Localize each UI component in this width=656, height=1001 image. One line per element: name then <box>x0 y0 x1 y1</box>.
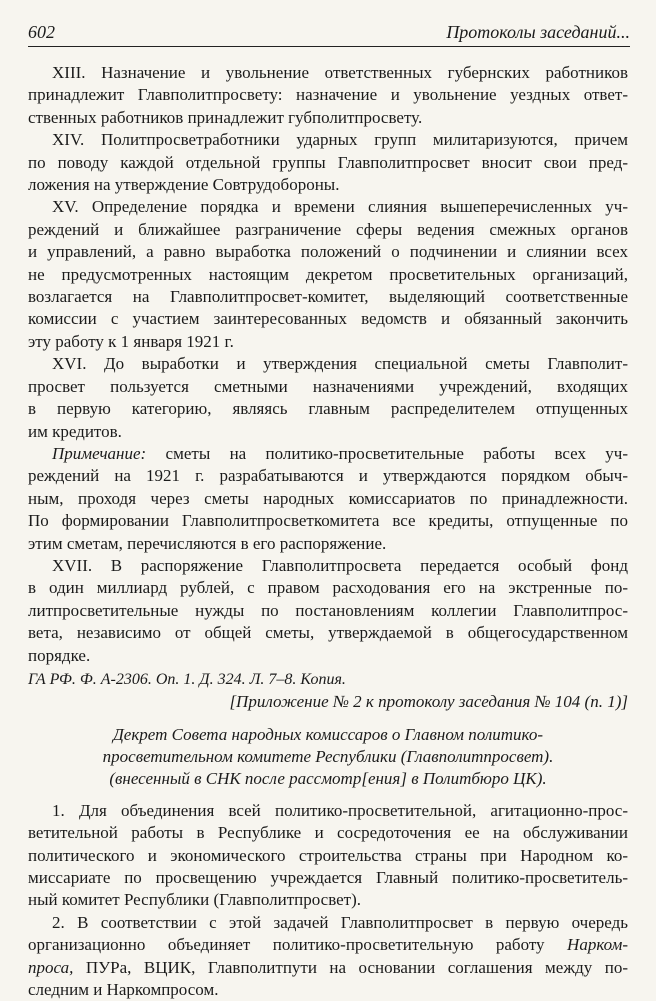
paragraph-xv <box>28 196 628 353</box>
note-paragraph <box>28 443 628 555</box>
text-line: ный комитет Республики (Главполитпросвет). <box>28 890 362 910</box>
text-line: в первую категорию, являясь главным распределителем отпущенных <box>28 399 628 419</box>
text-line: вета, независимо от общей сметы, утверждаемой в общегосударственном <box>28 623 628 643</box>
text-line <box>28 443 628 465</box>
text-line: порядке. <box>28 645 91 665</box>
running-title: Протоколы заседаний... <box>446 22 630 42</box>
text-line: по поводу каждой отдельной группы Главполитпросвет вносит свои пред- <box>28 152 628 172</box>
paragraph-xiii <box>28 62 628 129</box>
decree-title-line: Декрет Совета народных комиссаров о Главном политико- <box>112 724 544 744</box>
text-line: ветительной работы в Республике и сосредоточения ее на обслуживании <box>28 823 628 843</box>
text-fragment: ПУРа, ВЦИК, Главполитпути на основании соглашения между по- <box>73 957 628 977</box>
decree-clause-2 <box>28 912 628 1001</box>
text-line: не предусмотренных настоящим декретом просветительных организаций, <box>28 264 628 284</box>
text-line: ным, проходя через сметы народных комиссариатов по принадлежности. <box>28 488 628 508</box>
text-line: следним и Наркомпросом. <box>28 980 219 1000</box>
text-line: XVII. В распоряжение Главполитпросвета передается особый фонд <box>52 555 628 575</box>
appendix-heading: [Приложение № 2 к протоколу заседания № 104 (п. 1)] <box>229 692 628 712</box>
decree-title <box>28 724 628 790</box>
text-line: ложения на утверждение Совтрудобороны. <box>28 175 340 195</box>
text-line: возлагается на Главполитпросвет-комитет, выделяющий соответственные <box>28 287 628 307</box>
text-line: в один миллиард рублей, с правом расходования его на экстренные по- <box>28 578 628 598</box>
paragraph-xiv <box>28 129 628 196</box>
text-line: XVI. До выработки и утверждения специальной сметы Главполит- <box>52 354 628 374</box>
text-line: реждений и ближайшее разграничение сферы ведения смежных органов <box>28 219 628 239</box>
archive-source: ГА РФ. Ф. А-2306. Оп. 1. Д. 324. Л. 7–8. Копия. <box>28 670 346 688</box>
note-label: Примечание: <box>52 443 147 463</box>
text-line: им кредитов. <box>28 421 122 441</box>
text-line: просвет пользуется сметными назначениями учреждений, входящих <box>28 376 628 396</box>
text-line: XV. Определение порядка и времени слияния вышеперечисленных уч- <box>52 197 628 217</box>
italic-fragment: проса, <box>28 957 74 977</box>
text-line: этим сметам, перечисляются в его распоряжение. <box>28 533 387 553</box>
text-line: 2. В соответствии с этой задачей Главполитпросвет в первую очередь <box>52 912 628 932</box>
text-line: комиссии с участием заинтересованных ведомств и обязанный закончить <box>28 309 628 329</box>
decree-title-line: (внесенный в СНК после рассмотр[ения] в Политбюро ЦК). <box>109 768 547 788</box>
text-line: 1. Для объединения всей политико-просветительной, агитационно-прос- <box>52 800 628 820</box>
spacer <box>28 790 628 800</box>
text-line: реждений на 1921 г. разрабатываются и утверждаются порядком обыч- <box>28 466 628 486</box>
paragraph-xvii <box>28 555 628 667</box>
text-line <box>28 934 628 956</box>
text-fragment: сметы на политико-просветительные работы всех уч- <box>146 443 628 463</box>
page-number: 602 <box>28 22 55 42</box>
decree-title-line: просветительном комитете Республики (Главполитпросвет). <box>102 746 554 766</box>
text-line: миссариате по просвещению учреждается Главный политико-просветитель- <box>28 868 628 887</box>
text-line: литпросветительные нужды по постановлениям коллегии Главполитпрос- <box>28 600 628 620</box>
page-body <box>28 62 628 1001</box>
text-line <box>28 957 628 979</box>
text-line: и управлений, а равно выработка положений о подчинении и слиянии всех <box>28 242 628 262</box>
decree-clause-1 <box>28 800 628 912</box>
text-line: XIII. Назначение и увольнение ответственных губернских работников <box>52 63 628 82</box>
text-line: эту работу к 1 января 1921 г. <box>28 331 234 351</box>
text-fragment: организационно объединяет политико-просветительную работу <box>28 935 568 955</box>
text-line: XIV. Политпросветработники ударных групп милитаризуются, причем <box>52 130 628 150</box>
text-line: политического и экономического строительства страны при Народном ко- <box>28 845 628 865</box>
italic-fragment: Нарком- <box>567 935 628 955</box>
text-line: принадлежит Главполитпросвету: назначение и увольнение уездных ответ- <box>28 85 628 105</box>
text-line: ственных работников принадлежит губполитпросвету. <box>28 107 423 127</box>
paragraph-xvi <box>28 353 628 443</box>
text-line: По формировании Главполитпросветкомитета все кредиты, отпущенные по <box>28 511 628 531</box>
page-header <box>28 14 630 47</box>
